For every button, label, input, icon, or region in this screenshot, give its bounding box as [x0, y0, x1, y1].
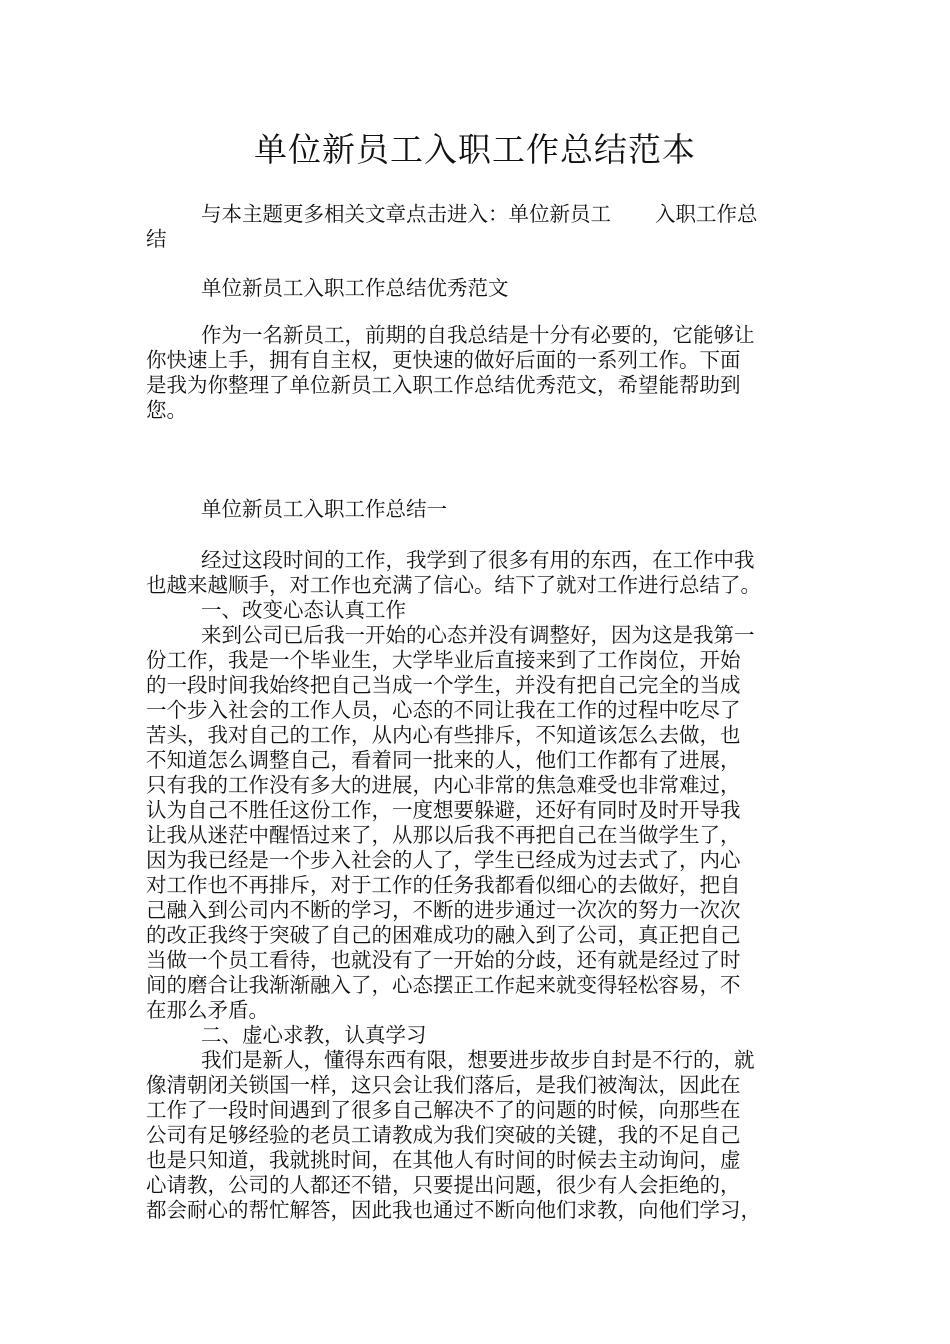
body-line: 也是只知道，我就挑时间，在其他人有时间的时候去主动询问，虚 [146, 1148, 741, 1172]
body-line: 因为我已经是一个步入社会的人了，学生已经成为过去式了，内心 [146, 848, 741, 872]
body-line: 公司有足够经验的老员工请教成为我们突破的关键，我的不足自己 [146, 1123, 741, 1147]
related-articles-line [146, 202, 806, 252]
subtitle-text: 单位新员工入职工作总结优秀范文 [201, 276, 509, 300]
body-line: 我们是新人，懂得东西有限，想要进步故步自封是不行的，就 [201, 1048, 755, 1072]
body-line: 不知道怎么调整自己，看着同一批来的人，他们工作都有了进展， [146, 748, 741, 772]
intro-paragraph [146, 323, 806, 423]
body-line: 份工作，我是一个毕业生，大学毕业后直接来到了工作岗位，开始 [146, 648, 741, 672]
body-text [146, 548, 806, 1223]
intro-line: 作为一名新员工，前期的自我总结是十分有必要的，它能够让 [201, 323, 755, 347]
intro-line: 你快速上手，拥有自主权，更快速的做好后面的一系列工作。下面 [146, 348, 741, 372]
heading-humble-learning: 二、虚心求教，认真学习 [201, 1023, 427, 1047]
body-line: 己融入到公司内不断的学习，不断的进步通过一次次的努力一次次 [146, 898, 741, 922]
heading-change-mindset: 一、改变心态认真工作 [201, 598, 406, 622]
body-line: 认为自己不胜任这份工作，一度想要躲避，还好有同时及时开导我 [146, 798, 741, 822]
body-line: 心请教，公司的人都还不错，只要提出问题，很少有人会拒绝的， [146, 1173, 741, 1197]
related-articles-link[interactable]: 入职工作总 [655, 202, 758, 226]
body-line: 在那么矛盾。 [146, 998, 269, 1022]
body-line: 当做一个员工看待，也就没有了一开始的分歧，还有就是经过了时 [146, 948, 741, 972]
related-articles-prefix: 与本主题更多相关文章点击进入：单位新员工 [201, 202, 611, 226]
body-line: 来到公司已后我一开始的心态并没有调整好，因为这是我第一 [201, 623, 755, 647]
intro-line: 您。 [146, 398, 187, 422]
body-line: 工作了一段时间遇到了很多自己解决不了的问题的时候，向那些在 [146, 1098, 741, 1122]
body-line: 的改正我终于突破了自己的困难成功的融入到了公司，真正把自己 [146, 923, 741, 947]
body-line: 对工作也不再排斥，对于工作的任务我都看似细心的去做好，把自 [146, 873, 741, 897]
body-line: 苦头，我对自己的工作，从内心有些排斥，不知道该怎么去做，也 [146, 723, 741, 747]
body-line: 也越来越顺手，对工作也充满了信心。结下了就对工作进行总结了。 [146, 573, 761, 597]
body-line: 让我从迷茫中醒悟过来了，从那以后我不再把自己在当做学生了， [146, 823, 741, 847]
subtitle [146, 276, 806, 301]
section-title [146, 497, 806, 522]
body-line: 都会耐心的帮忙解答，因此我也通过不断向他们求教，向他们学习， [146, 1198, 761, 1222]
related-articles-first-line [146, 202, 806, 227]
body-line: 像清朝闭关锁国一样，这只会让我们落后，是我们被淘汰，因此在 [146, 1073, 741, 1097]
body-line: 经过这段时间的工作，我学到了很多有用的东西，在工作中我 [201, 548, 755, 572]
body-line: 的一段时间我始终把自己当成一个学生，并没有把自己完全的当成 [146, 673, 741, 697]
document-title: 单位新员工入职工作总结范本 [254, 130, 696, 169]
body-line: 一个步入社会的工作人员，心态的不同让我在工作的过程中吃尽了 [146, 698, 741, 722]
related-articles-wrap: 结 [146, 227, 167, 251]
intro-line: 是我为你整理了单位新员工入职工作总结优秀范文，希望能帮助到 [146, 373, 741, 397]
body-line: 只有我的工作没有多大的进展，内心非常的焦急难受也非常难过， [146, 773, 741, 797]
section-title-text: 单位新员工入职工作总结一 [201, 497, 447, 521]
body-line: 间的磨合让我渐渐融入了，心态摆正工作起来就变得轻松容易，不 [146, 973, 741, 997]
